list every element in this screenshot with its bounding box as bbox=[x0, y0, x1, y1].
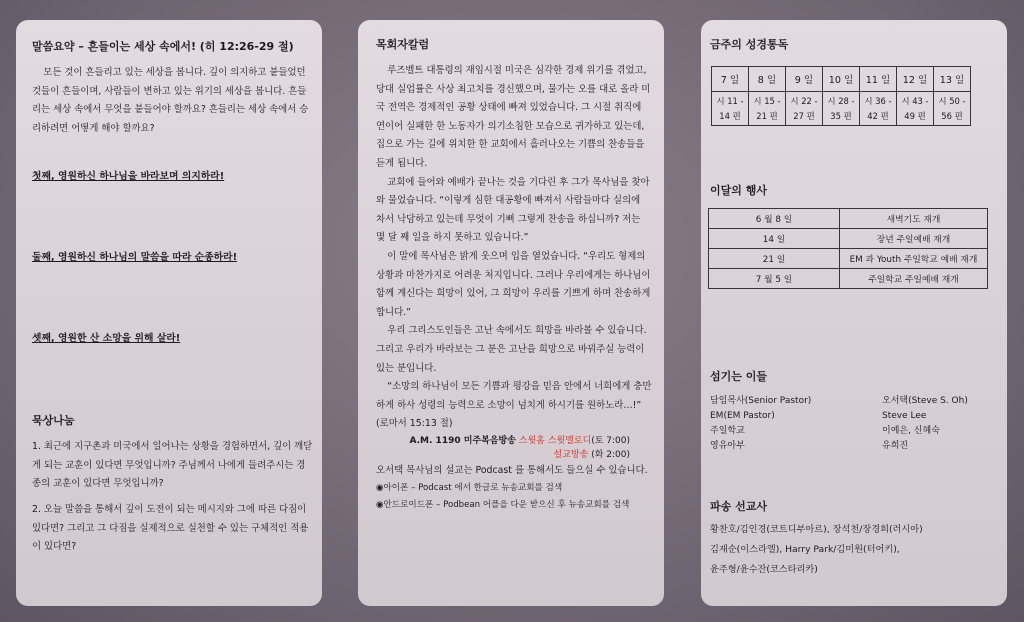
missionary-line: 김재순(이스라엘), Harry Park/김미원(터어키), bbox=[710, 544, 900, 555]
reading-chapter: 시 15 - 21 편 bbox=[749, 92, 786, 126]
servant-role: 담임목사(Senior Pastor) bbox=[710, 396, 812, 406]
sermon-intro: 모든 것이 흔들리고 있는 세상을 봅니다. 깊이 의지하고 붙들었던 것들이 흔들이며, 사람들이 변하고 있는 위기의 세상을 봅니다. 흔들리는 세상 속에서 무엇을 붙들어야 할까요? 흔들리는 세상 속에서 승리하려면 어떻게 해야 할까요? bbox=[32, 67, 309, 134]
event-name: 장년 주일예배 재개 bbox=[840, 229, 988, 249]
servants-title: 섬기는 이들 bbox=[710, 370, 767, 383]
column-paragraph-3: 이 말에 목사님은 밝게 웃으며 입을 열었습니다. “우리도 형제의 상황과 마찬가지로 어려운 처지입니다. 그러나 우리에게는 하나님이 함께 계신다는 희망이 있어, 그 희망이 우리를 기쁘게 하며 찬송하게 합니다.” bbox=[376, 250, 651, 318]
servant-role: 영유아부 bbox=[710, 441, 745, 451]
reading-day: 7 일 bbox=[712, 67, 749, 92]
podcast-info: 오서택 목사님의 설교는 Podcast 를 통해서도 들으실 수 있습니다. bbox=[376, 464, 648, 476]
event-name: EM 과 Youth 주일학교 예배 재개 bbox=[840, 249, 988, 269]
servant-name: 오서택(Steve S. Oh) bbox=[882, 396, 968, 406]
reading-chapter: 시 22 - 27 편 bbox=[786, 92, 823, 126]
column-title: 목회자칼럼 bbox=[376, 38, 430, 51]
reading-day: 9 일 bbox=[786, 67, 823, 92]
missionaries-title: 파송 선교사 bbox=[710, 500, 767, 513]
servant-row bbox=[710, 409, 1000, 424]
servant-row bbox=[710, 424, 1000, 439]
servant-name: Steve Lee bbox=[882, 411, 927, 421]
sermon-point-2: 둘째, 영원하신 하나님의 말씀을 따라 순종하라! bbox=[32, 252, 238, 263]
event-date: 6 월 8 일 bbox=[709, 209, 840, 229]
broadcast-program: 스윗홈 스윗멜로디 bbox=[518, 435, 592, 446]
servant-name: 이예은, 신혜숙 bbox=[882, 426, 940, 436]
broadcast-time-1: (토 7:00) bbox=[591, 435, 630, 446]
servant-row bbox=[710, 394, 1000, 409]
podcast-android: ◉안드로이드폰 – Podbean 어플을 다운 받으신 후 뉴송교회를 검색 bbox=[376, 500, 630, 511]
sermon-summary-panel bbox=[16, 20, 322, 606]
column-paragraph-4: 우리 그리스도인들은 고난 속에서도 희망을 바라볼 수 있습니다. 그리고 우리가 바라보는 그 분은 고난을 희망으로 바꿔주실 능력이 있는 분입니다. bbox=[376, 325, 647, 374]
sermon-point-3: 셋째, 영원한 산 소망을 위해 살라! bbox=[32, 333, 181, 344]
column-body bbox=[376, 62, 652, 434]
reading-chapter: 시 11 - 14 편 bbox=[712, 92, 749, 126]
bible-reading-title: 금주의 성경통독 bbox=[710, 38, 789, 51]
column-paragraph-5: “소망의 하나님이 모든 기쁨과 평강을 믿음 안에서 너희에게 충만하게 하사 성령의 능력으로 소망이 넘치게 하시기를 원하노라…!” (로마서 15:13 절) bbox=[376, 381, 652, 430]
broadcast-station: A.M. 1190 미주복음방송 bbox=[409, 435, 516, 446]
servant-name: 유희진 bbox=[882, 441, 909, 451]
reading-day: 13 일 bbox=[934, 67, 971, 92]
bible-reading-table bbox=[711, 66, 971, 126]
column-paragraph-1: 루즈벨트 대통령의 재임시절 미국은 심각한 경제 위기를 겪었고, 당대 실업률은 사상 최고치를 경신했으며, 물가는 오를 대로 올라 미국 전역은 경제적인 공황 상태에 빠져 있었습니다. 그 시절 취직에 연이어 실패한 한 노동자가 의기소침한 모습으로 귀가하고 있는데, 집으로 가는 길에 위치한 한 교회에서 흘러나오는 기쁨의 찬송들을 듣게 됩니다. bbox=[376, 65, 651, 169]
missionaries-list bbox=[710, 520, 1002, 580]
reading-day: 8 일 bbox=[749, 67, 786, 92]
event-date: 14 일 bbox=[709, 229, 840, 249]
sermon-title: 말씀요약 – 흔들이는 세상 속에서! (히 12:26-29 절) bbox=[32, 40, 294, 53]
reading-day: 11 일 bbox=[860, 67, 897, 92]
servant-role: EM(EM Pastor) bbox=[710, 411, 775, 421]
reading-chapter: 시 43 - 49 편 bbox=[897, 92, 934, 126]
broadcast-info bbox=[376, 434, 652, 462]
missionary-line: 황찬호/김인경(코트디부아르), 장석천/장경희(러시아) bbox=[710, 524, 923, 535]
info-panel bbox=[701, 20, 1007, 606]
servant-row bbox=[710, 439, 1000, 454]
meditation-title: 묵상나눔 bbox=[32, 414, 75, 427]
column-paragraph-2: 교회에 들어와 예배가 끝나는 것을 기다린 후 그가 목사님을 찾아와 물었습니다. “이렇게 심한 대공황에 빠져서 사람들마다 실의에 차서 낙담하고 있는데 무엇이 기뻐 그렇게 찬송을 하십니까? 저는 몇 달 째 일을 하지 못하고 있습니다.” bbox=[376, 176, 650, 244]
sermon-point-1: 첫째, 영원하신 하나님을 바라보며 의지하라! bbox=[32, 171, 225, 182]
servant-role: 주일학교 bbox=[710, 426, 745, 436]
podcast-iphone: ◉아이폰 – Podcast 에서 한글로 뉴송교회를 검색 bbox=[376, 483, 563, 494]
servants-list bbox=[710, 394, 1000, 454]
event-row bbox=[709, 249, 988, 269]
pastor-column-panel bbox=[358, 20, 664, 606]
broadcast-time-2: (화 2:00) bbox=[591, 449, 630, 460]
reading-chapter: 시 28 - 35 편 bbox=[823, 92, 860, 126]
event-date: 7 월 5 일 bbox=[709, 269, 840, 289]
event-name: 주일학교 주일예배 재개 bbox=[840, 269, 988, 289]
event-date: 21 일 bbox=[709, 249, 840, 269]
event-row bbox=[709, 209, 988, 229]
event-row bbox=[709, 229, 988, 249]
events-title: 이달의 행사 bbox=[710, 184, 767, 197]
reading-day: 12 일 bbox=[897, 67, 934, 92]
meditation-question-1: 1. 최근에 지구촌과 미국에서 일어나는 상황을 경험하면서, 깊이 깨닫게 되는 교훈이 있다면 무엇입니까? 주님께서 나에게 들려주시는 경종의 교훈이 있다면 무엇입니까? bbox=[32, 441, 313, 490]
event-name: 새벽기도 재개 bbox=[840, 209, 988, 229]
reading-day: 10 일 bbox=[823, 67, 860, 92]
event-row bbox=[709, 269, 988, 289]
broadcast-sermon: 설교방송 bbox=[553, 449, 589, 460]
events-table bbox=[708, 208, 988, 289]
reading-chapter: 시 36 - 42 편 bbox=[860, 92, 897, 126]
missionary-line: 윤주형/윤수잔(코스타리카) bbox=[710, 564, 818, 575]
reading-chapter: 시 50 - 56 편 bbox=[934, 92, 971, 126]
meditation-question-2: 2. 오늘 말씀을 통해서 깊이 도전이 되는 메시지와 그에 따른 다짐이 있다면? 그리고 그 다짐을 실제적으로 실천할 수 있는 구체적인 적용이 있다면? bbox=[32, 504, 309, 553]
